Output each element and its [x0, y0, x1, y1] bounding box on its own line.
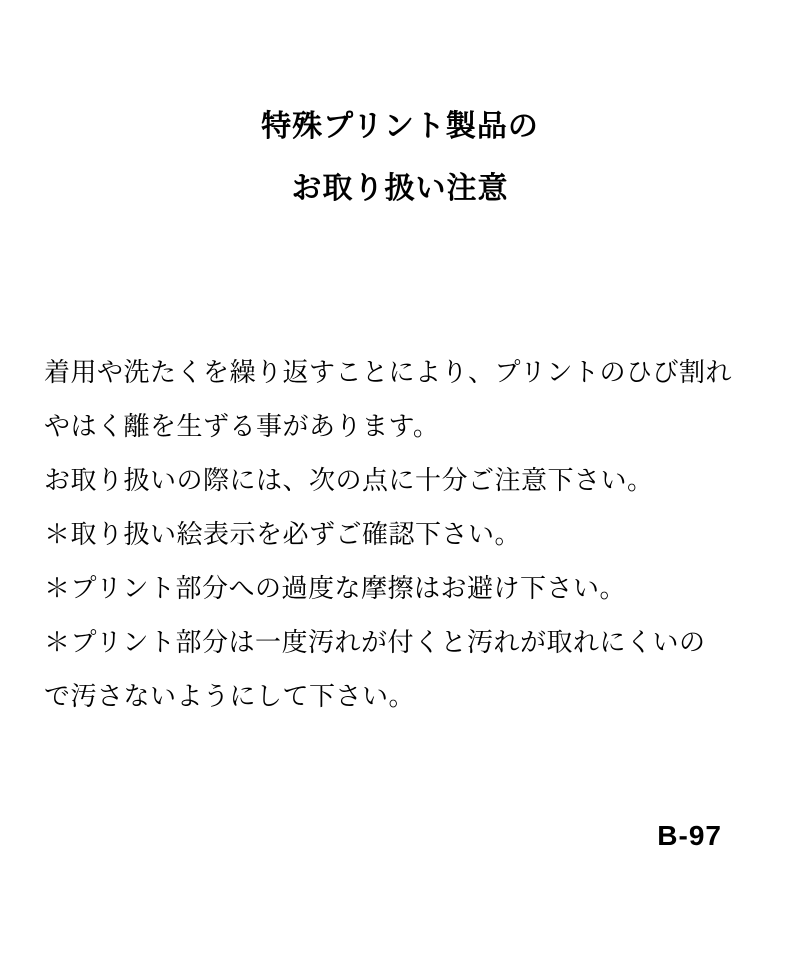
code-text: B-97 — [657, 820, 722, 851]
document-code — [0, 820, 800, 852]
body-line-1: 着用や洗たくを繰り返すことにより、プリントのひび割れ — [44, 357, 732, 387]
body-line-3: お取り扱いの際には、次の点に十分ご注意下さい。 — [44, 465, 654, 495]
body-line-5: ＊プリント部分への過度な摩擦はお避け下さい。 — [44, 573, 626, 603]
title-line-2: お取り扱い注意 — [291, 172, 509, 205]
document-title — [0, 112, 800, 204]
title-line-1: 特殊プリント製品の — [261, 110, 539, 143]
body-line-6: ＊プリント部分は一度汚れが付くと汚れが取れにくいの — [44, 627, 706, 657]
body-line-7: で汚さないようにして下さい。 — [44, 681, 416, 711]
body-line-2: やはく離を生ずる事があります。 — [44, 411, 440, 441]
body-line-4: ＊取り扱い絵表示を必ずご確認下さい。 — [44, 519, 522, 549]
care-instructions — [44, 345, 760, 723]
